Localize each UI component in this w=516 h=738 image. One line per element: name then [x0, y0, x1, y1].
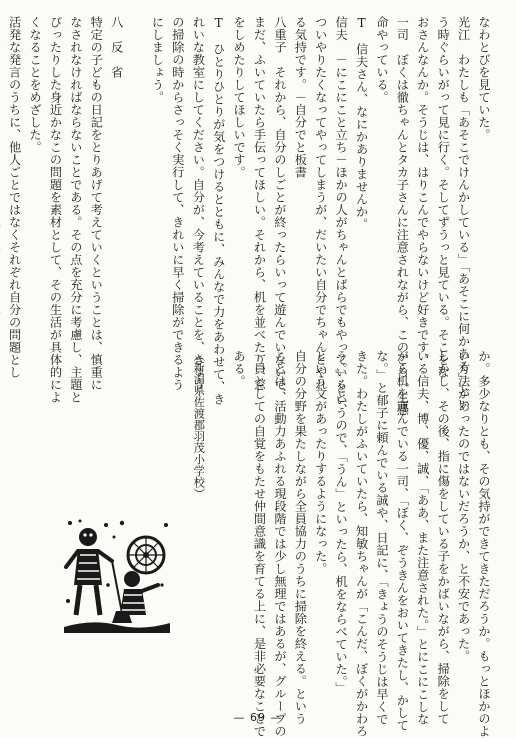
- text-line: 特定の子どもの日記をとりあげて考えていくということは、慎重に: [89, 16, 104, 391]
- text-line: る気持です。－自分でと板書: [293, 16, 308, 179]
- upper-text-column: [7, 16, 494, 416]
- text-line: か。多少なりとも、その気持ができてきただろうか。もっとほかのよ: [477, 350, 491, 738]
- text-line: ことは、活動力あふれる現段階では少し無理ではあるが、グループの: [272, 350, 287, 738]
- text-line: 活発な発言のうちに、他人ごとではなくそれぞれ自分の問題とし: [7, 16, 22, 379]
- text-line: 八重子 それから、自分のしごとが終ったらいって遊んでいないで、: [272, 16, 287, 404]
- text-line: なわとびを見ていた。: [477, 16, 491, 141]
- children-cleaning-woodcut-icon: [62, 515, 172, 635]
- text-line: 命やっている。: [374, 16, 389, 104]
- text-line: がら机を運んでいる一司、「ぼく、ぞうきんをおいてきたし、かして: [395, 350, 410, 732]
- text-line: おさんなんか。そうじは、はりこんでやらないけど好きです。: [415, 16, 430, 366]
- text-line: ついやりたくなってやってしまうが、だいたい自分でちゃんとやれ: [313, 16, 328, 391]
- text-line: の掃除の時からさっそく実行して、きれいに早く掃除ができるよう: [170, 16, 185, 391]
- text-line: ぴったりした身近かなこの問題を素材として、その生活が具体的によ: [48, 16, 63, 404]
- text-line: きた。わたしがふいていたら、知敏ちゃんが「こんだ、ぼくがかわろ: [354, 350, 369, 738]
- text-line: T ひとりひとりが気をつけるとともに、みんなで力をあわせて、き: [211, 16, 226, 406]
- page-number: — 69 —: [233, 711, 283, 724]
- text-line: まだ、ふいていたら手伝ってほしい。それから、机を並べたり、窓: [252, 16, 267, 391]
- text-line: なされなければならないことである。その点を充分に考慮し、主題と: [68, 16, 83, 404]
- text-line: 八 反 省: [109, 16, 124, 79]
- text-line: [127, 16, 147, 334]
- text-line: 光江 わたしも「あそこでけんかしている」「あそこに何かある」とい: [456, 16, 471, 410]
- text-line: くなることをめざした。: [28, 16, 43, 154]
- text-line: 一員としての自覚をもたせ仲間意識を育てる上に、是非必要なことで: [252, 350, 267, 738]
- text-line: [0, 16, 4, 334]
- text-line: 一司 ぼくは徹ちゃんとタカ子さんに注意されながら、このごろ一生懸: [395, 16, 410, 416]
- text-line: [208, 350, 228, 695]
- text-line: う時ぐらいがって見に行く。そしてずうっと見ている。そこをな: [436, 16, 451, 379]
- text-line: T 信夫さん、なにかありませんか。: [354, 16, 369, 231]
- text-line: な。」と郁子に頼んでいる誠や、日記に、「きょうのそうじは早くで: [374, 350, 389, 726]
- text-line: をしめたりしてほしいです。: [232, 16, 247, 179]
- text-line: い方法があったのではないだろうか、と不安であった。: [456, 350, 471, 663]
- text-line: （新潟県佐渡郡羽茂小学校）: [192, 350, 206, 500]
- text-line: 信夫 －にこにこと立ち－ほかの人がちゃんとばらでもやっていると、: [334, 16, 349, 416]
- text-line: いる信夫、博、優、誠、「ああ、また注意された。」とにこにこしな: [415, 350, 430, 726]
- text-line: ある。: [232, 350, 247, 388]
- text-line: しかし、その後、指に傷をしている子をかばいながら、掃除をして: [436, 350, 451, 725]
- text-line: れいな教室にしてください。自分が、今考えていることを、きょう: [191, 16, 206, 391]
- text-line: う。」というので、「うん」といったら、机をならべていた。」: [334, 350, 349, 695]
- text-line: という文があったりするようになった。: [313, 350, 328, 575]
- text-line: 自分の分野を果たしながら全員協力のうちに掃除を終える。という: [293, 350, 308, 725]
- text-line: にしましょう。: [150, 16, 165, 104]
